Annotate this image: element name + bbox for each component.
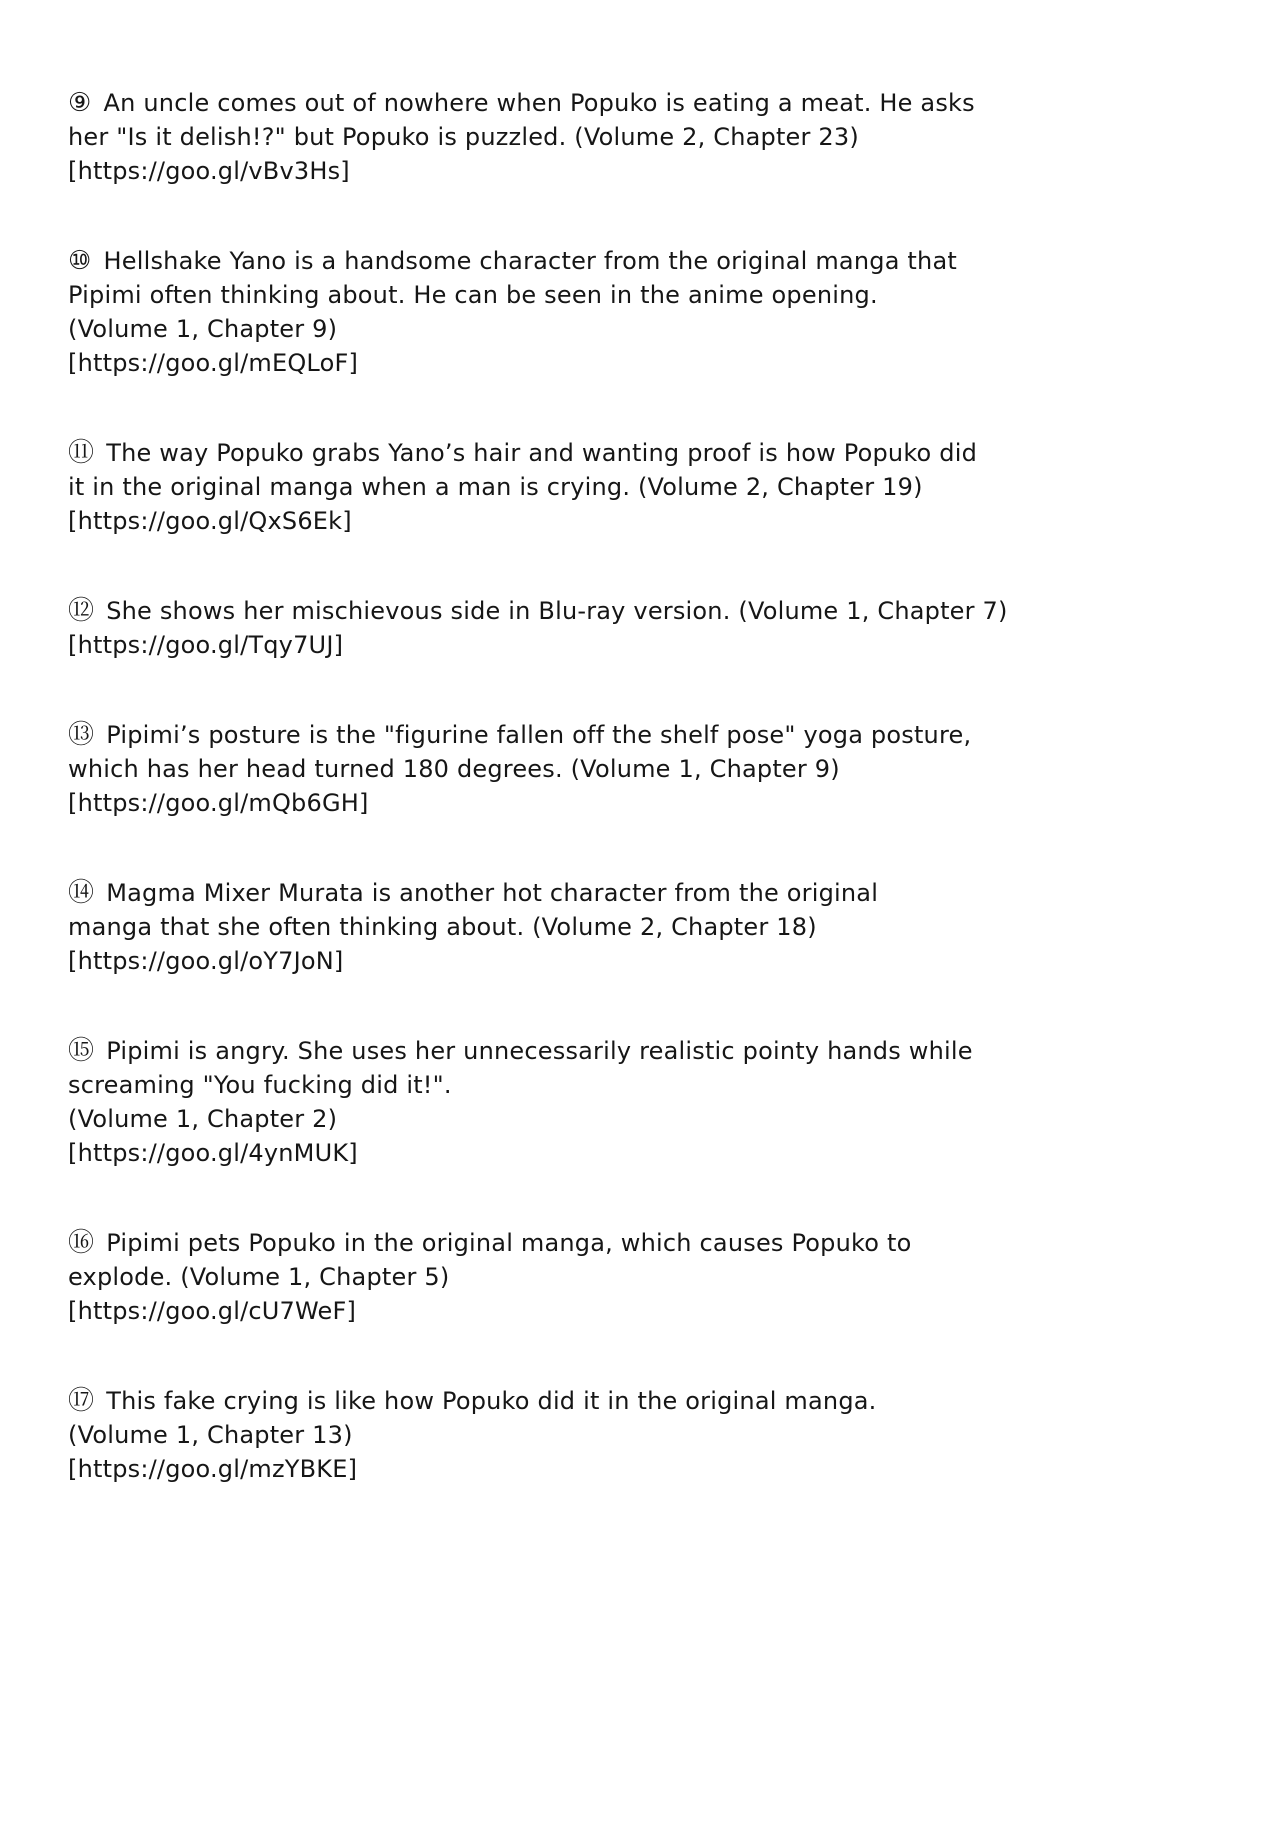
item-text-line: Pipimi’s posture is the "figurine fallen off the shelf pose" yoga posture, [106, 721, 972, 749]
item-text-line: Pipimi pets Popuko in the original manga, which causes Popuko to [106, 1229, 912, 1257]
item-text-line: explode. (Volume 1, Chapter 5) [68, 1263, 450, 1291]
item-text-line: Hellshake Yano is a handsome character from the original manga that [103, 247, 957, 275]
item-url: [https://goo.gl/Tqy7UJ] [68, 631, 344, 659]
item-text-line: her "Is it delish!?" but Popuko is puzzled. (Volume 2, Chapter 23) [68, 123, 859, 151]
list-item [68, 436, 1068, 538]
item-number: ⑮ [68, 1036, 95, 1066]
item-first-line [68, 244, 1068, 278]
list-item [68, 244, 1068, 380]
list-item [68, 86, 1068, 188]
list-item [68, 594, 1068, 662]
item-first-line [68, 436, 1068, 470]
item-number: ⑪ [68, 438, 95, 468]
item-text-line: manga that she often thinking about. (Volume 2, Chapter 18) [68, 913, 817, 941]
item-url: [https://goo.gl/mQb6GH] [68, 789, 369, 817]
item-number: ⑫ [68, 596, 95, 626]
item-url: [https://goo.gl/mEQLoF] [68, 349, 359, 377]
item-number: ⑭ [68, 878, 95, 908]
item-number: ⑩ [68, 246, 92, 276]
list-item [68, 876, 1068, 978]
item-url: [https://goo.gl/oY7JoN] [68, 947, 344, 975]
item-number: ⑰ [68, 1386, 95, 1416]
item-first-line [68, 876, 1068, 910]
item-first-line [68, 1226, 1068, 1260]
item-url: [https://goo.gl/vBv3Hs] [68, 157, 350, 185]
item-text-line: Pipimi is angry. She uses her unnecessarily realistic pointy hands while [106, 1037, 973, 1065]
item-number: ⑯ [68, 1228, 95, 1258]
item-text-line: Pipimi often thinking about. He can be seen in the anime opening. [68, 281, 878, 309]
item-text-line: (Volume 1, Chapter 9) [68, 315, 338, 343]
item-number: ⑬ [68, 720, 95, 750]
item-url: [https://goo.gl/4ynMUK] [68, 1139, 358, 1167]
item-first-line [68, 1384, 1068, 1418]
item-text-line: which has her head turned 180 degrees. (Volume 1, Chapter 9) [68, 755, 840, 783]
list-item [68, 1384, 1068, 1486]
list-item [68, 1226, 1068, 1328]
item-text-line: This fake crying is like how Popuko did it in the original manga. [106, 1387, 877, 1415]
item-first-line [68, 1034, 1068, 1068]
item-url: [https://goo.gl/QxS6Ek] [68, 507, 352, 535]
item-first-line [68, 86, 1068, 120]
items-list [68, 86, 1068, 1486]
item-text-line: Magma Mixer Murata is another hot character from the original [106, 879, 879, 907]
item-text-line: (Volume 1, Chapter 13) [68, 1421, 353, 1449]
item-first-line [68, 594, 1068, 628]
item-text-line: screaming "You fucking did it!". [68, 1071, 452, 1099]
item-text-line: An uncle comes out of nowhere when Popuko is eating a meat. He asks [103, 89, 975, 117]
item-text-line: (Volume 1, Chapter 2) [68, 1105, 338, 1133]
list-item [68, 1034, 1068, 1170]
item-first-line [68, 718, 1068, 752]
item-text-line: She shows her mischievous side in Blu-ray version. (Volume 1, Chapter 7) [106, 597, 1008, 625]
item-text-line: it in the original manga when a man is crying. (Volume 2, Chapter 19) [68, 473, 923, 501]
item-text-line: The way Popuko grabs Yano’s hair and wanting proof is how Popuko did [106, 439, 978, 467]
item-url: [https://goo.gl/cU7WeF] [68, 1297, 357, 1325]
list-item [68, 718, 1068, 820]
item-url: [https://goo.gl/mzYBKE] [68, 1455, 358, 1483]
item-number: ⑨ [68, 88, 92, 118]
